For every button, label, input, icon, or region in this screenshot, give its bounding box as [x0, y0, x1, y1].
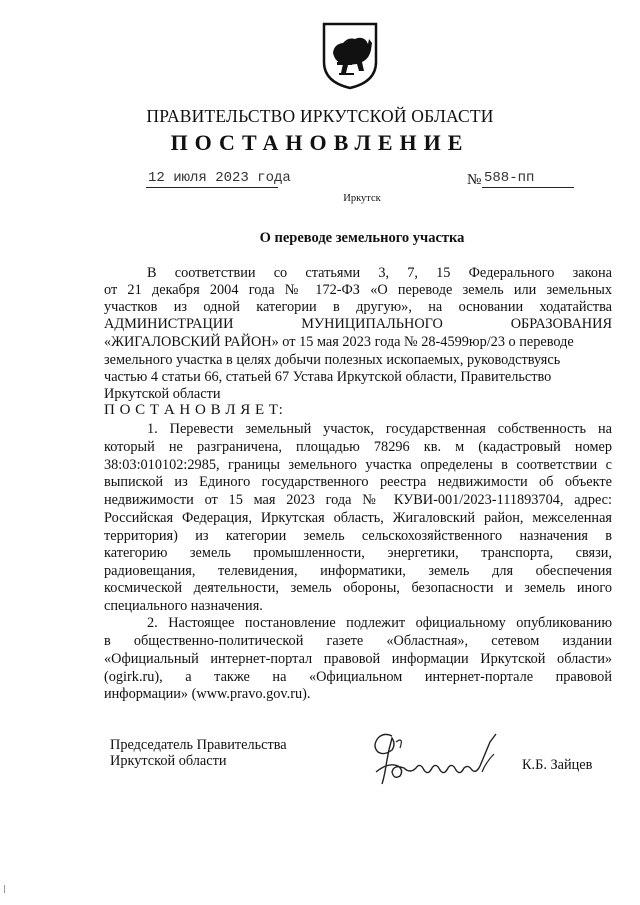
- city-name: Иркутск: [343, 193, 381, 204]
- number-underline: [482, 187, 574, 188]
- signatory-position-line: Иркутской области: [110, 753, 227, 769]
- document-number-label: №: [467, 172, 482, 188]
- item1-line: территория) из категории земель сельскохозяйственного назначения в: [104, 528, 612, 544]
- date-underline: [146, 187, 278, 188]
- document-subject: О переводе земельного участка: [259, 230, 465, 246]
- item2-line: в общественно-политической газете «Областная», сетевом издании: [104, 633, 612, 649]
- preamble-line: «ЖИГАЛОВСКИЙ РАЙОН» от 15 мая 2023 года № 28-4599юр/23 о переводе: [104, 334, 574, 350]
- item1-line: выпиской из Единого государственного реестра недвижимости об объекте: [104, 474, 612, 490]
- signatory-position: [110, 737, 287, 769]
- government-title: ПРАВИТЕЛЬСТВО ИРКУТСКОЙ ОБЛАСТИ: [146, 106, 494, 126]
- item2-line: 2. Настоящее постановление подлежит официальному опубликованию: [147, 615, 612, 631]
- preamble-line: АДМИНИСТРАЦИИ МУНИЦИПАЛЬНОГО ОБРАЗОВАНИЯ: [104, 316, 612, 332]
- preamble-line: Иркутской области: [104, 386, 221, 402]
- preamble-line: В соответствии со статьями 3, 7, 15 Федерального закона: [147, 265, 612, 281]
- item1-line: специального назначения.: [104, 598, 263, 614]
- coat-of-arms-icon: [322, 22, 378, 90]
- decree-word: П О С Т А Н О В Л Я Е Т:: [104, 402, 284, 418]
- item1-line: Российская Федерация, Иркутская область, Жигаловский район, межселенная: [104, 510, 612, 526]
- item1-line: который не разграничена, площадью 78296 кв. м (кадастровый номер: [104, 439, 612, 455]
- item2-line: (ogirk.ru), а также на «Официальном интернет-портале правовой: [104, 669, 612, 685]
- item1-line: космической деятельности, земель обороны, безопасности и земель иного: [104, 580, 612, 596]
- item1-line: 1. Перевести земельный участок, государственная собственность на: [147, 421, 612, 437]
- scan-artifact: [4, 885, 9, 893]
- document-type-heading: ПОСТАНОВЛЕНИЕ: [170, 130, 470, 155]
- signatory-position-line: Председатель Правительства: [110, 737, 287, 753]
- document-number: 588-пп: [484, 170, 535, 186]
- item1-line: категорию земель промышленности, энергетики, транспорта, связи,: [104, 545, 612, 561]
- handwritten-signature: [370, 722, 506, 788]
- preamble-line: участков из одной категории в другую», на основании ходатайства: [104, 299, 612, 315]
- preamble-line: от 21 декабря 2004 года № 172-ФЗ «О переводе земель или земельных: [104, 282, 612, 298]
- preamble-line: земельного участка в целях добычи полезных ископаемых, руководствуясь: [104, 352, 561, 368]
- item2-line: информации» (www.pravo.gov.ru).: [104, 686, 311, 702]
- item1-line: радиовещания, телевидения, информатики, земель для обеспечения: [104, 563, 612, 579]
- item2-line: «Официальный интернет-портал правовой информации Иркутской области»: [104, 651, 612, 667]
- preamble-line: частью 4 статьи 66, статьей 67 Устава Иркутской области, Правительство: [104, 369, 552, 385]
- item1-line: 38:03:010102:2985, границы земельного участка определены в соответствии с: [104, 457, 612, 473]
- document-date: 12 июля 2023 года: [148, 170, 291, 186]
- signatory-name: К.Б. Зайцев: [522, 757, 593, 773]
- item1-line: недвижимости от 15 мая 2023 года № КУВИ-001/2023-111893704, адрес:: [104, 492, 612, 508]
